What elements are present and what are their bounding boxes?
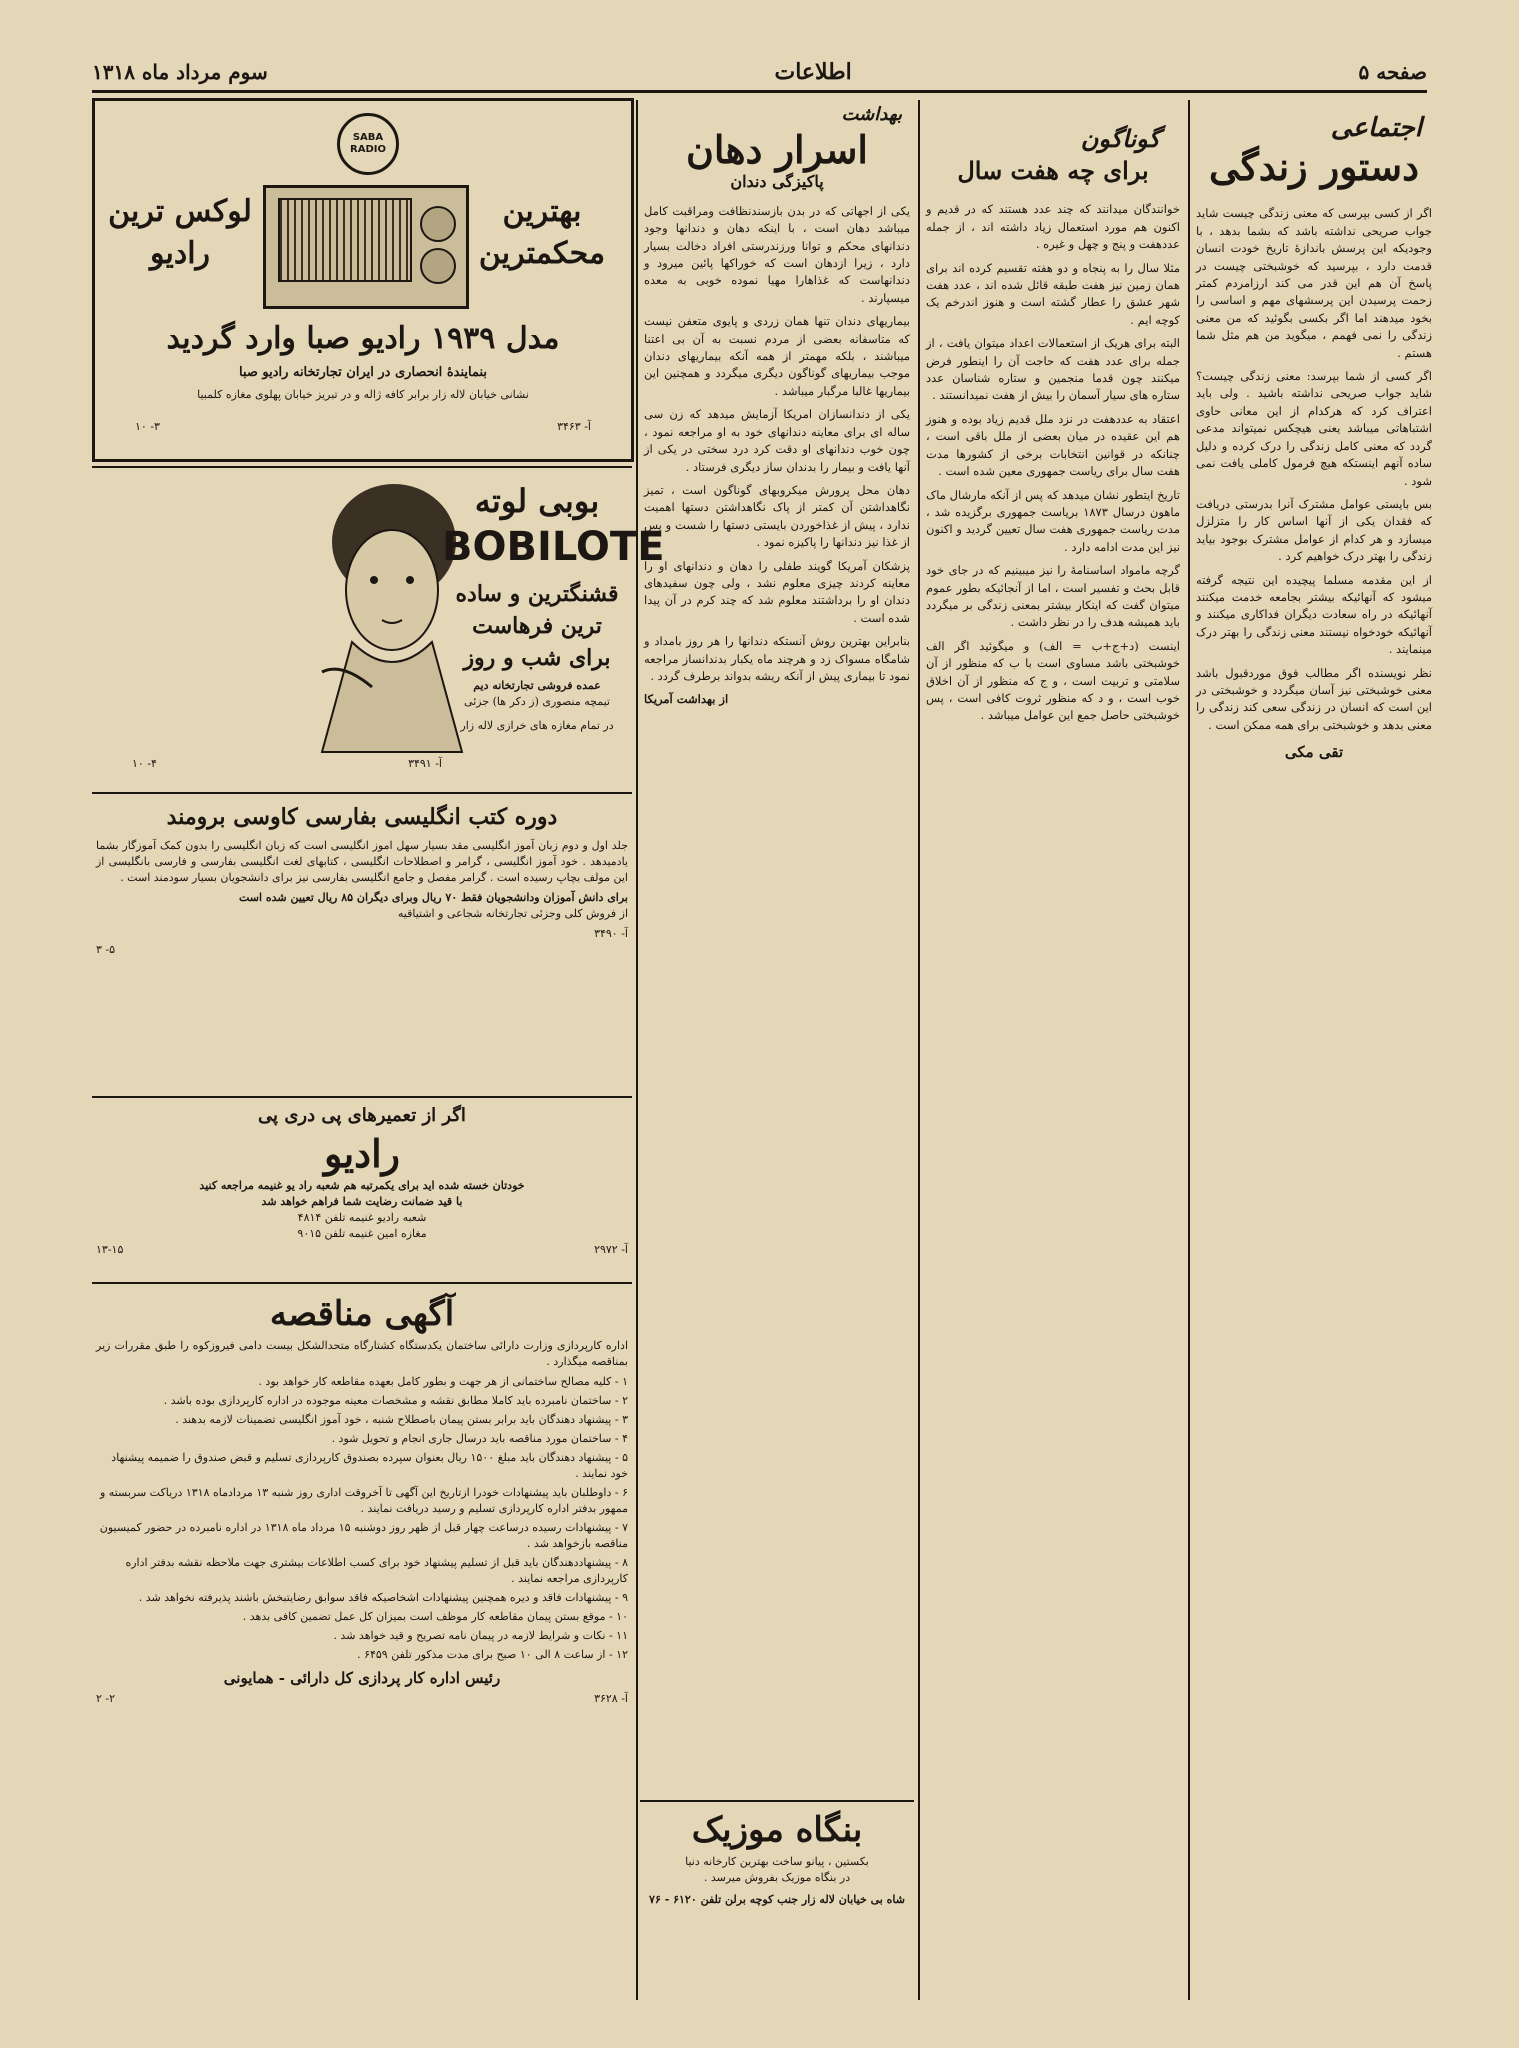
saba-right-line1: بهترین	[502, 194, 582, 229]
tender-intro: اداره کارپردازی وزارت دارائی ساختمان یکدستگاه کشتارگاه متحدالشکل بیست دامی فیروزکوه را طبق مقررات زیر بمناقصه میگذارد .	[96, 1339, 628, 1368]
headline-health: اسرار دهان	[686, 127, 868, 173]
tender-top-rule	[92, 1282, 632, 1284]
music-ad-line2: در بنگاه موزیک بفروش میرسد .	[703, 1871, 851, 1884]
books-code2: ۵- ۳	[96, 943, 116, 956]
bobilote-line2: ترین فرهاست	[472, 613, 602, 639]
saba-logo-badge: SABA RADIO	[337, 113, 399, 175]
column-health	[644, 100, 910, 1790]
header-page-number: صفحه ۵	[1358, 60, 1427, 84]
repair-line3: با قید ضمانت رضایت شما فراهم خواهد شد	[261, 1195, 463, 1208]
radio-grille	[278, 198, 412, 282]
books-title: دوره کتب انگلیسی بفارسی کاوسی برومند	[166, 804, 558, 830]
saba-address-line: نشانی خیابان لاله زار برابر کافه ژاله و در تبریز خیابان پهلوی مغازه کلمبیا	[197, 388, 529, 401]
bobilote-line1: قشنگترین و ساده	[455, 581, 619, 607]
tender-item-9: ۹ - پیشنهادات فاقد و دیره همچنین پیشنهادات اشخاصیکه فاقد سوابق رضایتبخش باشند پذیرفته نخواهد شد .	[138, 1591, 628, 1604]
column-misc	[926, 100, 1180, 2000]
headline-misc: برای چه هفت سال	[957, 156, 1149, 186]
ad-books	[96, 800, 628, 1090]
saba-model-line: مدل ۱۹۳۹ رادیو صبا وارد گردید	[166, 321, 560, 356]
subheadline-health: پاکیزگی دندان	[730, 172, 824, 192]
books-code: آ- ۳۴۹۰	[594, 927, 628, 940]
column-rule-3	[636, 100, 638, 2000]
saba-agent-line: بنمایندهٔ انحصاری در ایران تجارتخانه رادیو صبا	[238, 365, 488, 380]
social-paragraph-2: اگر کسی از شما بپرسد: معنی زندگی چیست؟ شاید جواب صریحی نداشته باشید . ولی باید اعتراف کرد که هرکدام از این معانی حاوی اشتباهاتی میباشد یعنی هیچکس نمیتواند مدعی گردد که معنی کامل زندگی را درک کرده و دلیل ساده آنهم اینستکه هیچ فرمول کاملی یافت نمی شود .	[1196, 369, 1432, 488]
ad-music	[644, 1806, 910, 1946]
radio-set-image	[263, 185, 469, 309]
books-top-rule	[92, 792, 632, 794]
tender-item-11: ۱۱ - نکات و شرایط لازمه در پیمان نامه تصریح و قید خواهد شد .	[333, 1629, 628, 1642]
bobilote-latin-name: BOBILOTE	[442, 524, 665, 570]
tender-codes	[96, 1691, 628, 1707]
misc-paragraph-2: مثلا سال را به پنجاه و دو هفته تقسیم کرده اند برای همان زمین نیز هفت طبقه قائل شده اند ، عدد هفت شهر عشق را عطار گشته است و هنوز اندرخم یک کوچه ایم .	[926, 260, 1180, 327]
tender-item-5: ۵ - پیشنهاد دهندگان باید مبلغ ۱۵۰۰ ریال بعنوان سپرده بصندوق کارپردازی تسلیم و قبض صندوق را ضمیمه پیشنهاد خود نمایند .	[111, 1451, 628, 1480]
saba-code: آ- ۳۴۶۳	[557, 420, 591, 433]
music-ad-rule	[640, 1800, 914, 1802]
header-paper-name: اطلاعات	[774, 59, 852, 85]
tender-signature: رئیس اداره کار پردازی کل دارائی - همایونی	[223, 1669, 501, 1687]
books-price: برای دانش آموزان ودانشجویان فقط ۷۰ ریال وبرای دیگران ۸۵ ریال تعیین شده است	[238, 891, 628, 904]
music-ad-title: بنگاه موزیک	[691, 1810, 863, 1850]
bobilote-dist2: تیمچه منصوری (ز دکر ها) جزئی	[464, 695, 610, 708]
health-paragraph-1: یکی از اجهاتی که در بدن بازسندنظافت ومراقبت کامل میباشد دهان است ، با اینکه دهان و دندانها وجود دندانهای محکم و توانا ورزندرستی افراد دخالت بسیار دارد ، زیرا ازدهان است که خوراکها پائین میرود و دندانهاست که غذاهارا مهیا نموده خوبی به معده میسپارند .	[644, 203, 910, 305]
social-paragraph-5: نظر نویسنده اگر مطالب فوق موردقبول باشد معنی خوشبختی نیز آسان میگردد و خوشبختی در این است که انسان در زندگی سعی کند زندگی را معنی بدهد و خوشبختی برای همه ممکن است .	[1196, 665, 1432, 732]
tender-item-1: ۱ - کلیه مصالح ساختمانی از هر جهت و بطور کامل بعهده مقاطعه کار خواهد بود .	[258, 1375, 628, 1388]
repair-branch1: شعبه رادیو غنیمه تلفن ۴۸۱۴	[297, 1211, 427, 1224]
ad-radio-repair	[96, 1102, 628, 1274]
health-paragraph-4: دهان محل پرورش میکروبهای گوناگون است ، تمیز نگاهداشتن آن کمتر از پاک نگاهداشتن دستها اهمیت ندارد ، پیش از غذاخوردن بایستی دستها را شست و پس از غذا نیز دندانها را پاکیزه نمود .	[644, 482, 910, 550]
ad-tender	[96, 1290, 628, 1990]
tender-item-6: ۶ - داوطلبان باید پیشنهادات خودرا ازتاریخ این آگهی تا آخروقت اداری روز شنبه ۱۳ مردادماه ۱۳۱۸ دریاکت سربسته و ممهور بدفتر اداره کارپردازی تسلیم و رسید دریافت نمایند .	[100, 1486, 628, 1515]
bobilote-persian-name: بوبی لوته	[474, 482, 600, 520]
bobilote-code2: ۴- ۱۰	[132, 757, 157, 770]
section-label-social: اجتماعی	[1330, 113, 1422, 143]
social-paragraph-1: اگر از کسی بپرسی که معنی زندگی چیست شاید جواب صریحی نداشته باشد که بشما بدهد ، با وجودیکه این پرسش باندازهٔ تاریخ خودت انسان قدمت دارد ، بپرسید که خوشبختی چیست در پاسخ آن هم این قدر می کند ارزامردم کمتر زحمت پرسیدن این پرسشهای مهم و اساسی را بخود میدهند اما اگر بکسی بگوئید که من معنی زندگی را نمی فهمم ، میگوید من هم مثل شما هستم .	[1196, 206, 1432, 360]
saba-right-line2: محکمترین	[478, 236, 606, 271]
tender-title: آگهی مناقصه	[269, 1294, 455, 1334]
headline-social: دستور زندگی	[1208, 144, 1420, 190]
health-credit: از بهداشت آمریکا	[644, 692, 729, 707]
social-author: تقی مکی	[1284, 743, 1344, 762]
music-ad-line1: بکستین ، پیانو ساخت بهترین کارخانه دنیا	[685, 1855, 869, 1868]
misc-paragraph-3: البته برای هریک از استعمالات اعداد میتوان یافت ، از جمله برای عدد هفت که حاجت آن را اینطور فرض میکنند چون قدما منجمین و ستاره شناسان عدد ستاره های سیار آسمان را بیش از هفت نمیدانستند .	[926, 336, 1180, 403]
misc-paragraph-7: اینست (د+ج+ب = الف) و میگوئید اگر الف خوشبختی باشد مساوی است با ب که منظور از آن سلامتی و تربیت است ، و ج که منظور از آن اخلاق خوب است ، و د که منظور ثروت کافی است ، پس خوشبختی حاصل جمع این عوامل میباشد .	[926, 638, 1180, 723]
repair-code: آ- ۲۹۷۲	[594, 1243, 628, 1256]
column-rule-2	[918, 100, 920, 2000]
tender-item-3: ۳ - پیشنهاد دهندگان باید برابر بستن پیمان باصطلاح شنبه ، خود آموز انگلیسی تضمینات لازمه بدهند .	[175, 1413, 628, 1426]
books-sale: از فروش کلی وجزئی تجارتخانه شجاعی و اشتیاقیه	[397, 907, 628, 920]
header-date: سوم مرداد ماه ۱۳۱۸	[92, 60, 268, 84]
radio-knob-icon	[420, 248, 456, 284]
tender-item-10: ۱۰ - موقع بستن پیمان مقاطعه کار موظف است بمیزان کل عمل تضمین کافی بدهد .	[242, 1610, 628, 1623]
tender-item-2: ۲ - ساختمان نامبرده باید کاملا مطابق نقشه و مشخصات معینه موجوده در اداره کارپردازی بوده باشد .	[163, 1394, 628, 1407]
misc-paragraph-1: خوانندگان میدانند که چند عدد هستند که در قدیم و اکنون هم مورد استعمال زیاد داشته اند ، از جمله عددهفت و پنج و چهل و غیره .	[926, 202, 1180, 252]
misc-paragraph-5: تاریخ ایتطور نشان میدهد که پس از آنکه مارشال ماک ماهون درسال ۱۸۷۳ بریاست جمهوری برگزیده شد ، مدت ریاست جمهوری هفت سال تعیین گردید و اکنون نیز این مدت ادامه دارد .	[926, 487, 1180, 554]
tender-item-4: ۴ - ساختمان مورد مناقصه باید درسال جاری انجام و تحویل شود .	[331, 1432, 628, 1445]
repair-title: رادیو	[323, 1131, 401, 1176]
music-ad-address: شاه بی خیابان لاله زار جنب کوچه برلن تلفن ۶۱۲۰ - ۷۶	[649, 1893, 905, 1906]
health-paragraph-6: بنابراین بهترین روش آنستکه دندانها را هر روز بامداد و شامگاه مسواک زد و هرچند ماه یکبار بدندانساز مراجعه نمود تا بیماری پیش از آنکه ریشه بدواند برطرف گردد .	[644, 634, 910, 683]
bobilote-dist: عمده فروشی تجارتخانه دیم	[473, 679, 601, 692]
misc-paragraph-4: اعتقاد به عددهفت در نزد ملل قدیم زیاد بوده و هنوز هم این عقیده در میان بعضی از ملل باقی است ، چنانکه در قوانین انتخابات برخی از کشورها مدت هفت سال برای ریاست جمهوری معین شده است .	[926, 411, 1180, 479]
page-header	[92, 58, 1427, 86]
radio-knob-icon	[420, 206, 456, 242]
bobilote-line3: برای شب و روز	[463, 645, 611, 671]
ad-saba-radio	[92, 98, 634, 462]
saba-left-text	[105, 191, 255, 275]
repair-top-rule	[92, 1096, 632, 1098]
health-paragraph-2: بیماریهای دندان تنها همان زردی و پایوی متعفن نیست که متاسفانه بعضی از مردم نسبت به آن بی اعتنا میباشند ، بلکه مهمتر از همه آنکه بیماریهای دندان موجب بیماریهای گوناگون دیگری میگردد و همچنین این بیماریها غالبا مرگبار میباشد .	[644, 314, 910, 398]
column-social	[1196, 100, 1432, 2000]
bobilote-stores: در تمام مغازه های خرازی لاله زار	[460, 719, 614, 732]
saba-code2: ۳- ۱۰	[135, 420, 160, 433]
section-label-misc: گوناگون	[1080, 124, 1160, 153]
repair-branch2: مغازه امین غنیمه تلفن ۹۰۱۵	[297, 1227, 427, 1240]
tender-code: آ- ۳۶۲۸	[594, 1692, 628, 1705]
books-body: جلد اول و دوم زبان آموز انگلیسی مقد بسیار سهل اموز انگلیسی است که زبان انگلیسی را بدون کمک آموزگار بشما یادمیدهد . خود آموز انگلیسی ، گرامر و اصطلاحات انگلیسی ، کتابهای لغت انگلیسی بفارسی و فارسی بانگلیسی از این مولف بچاپ رسیده است . گرامر مفصل و جامع انگلیسی بفارسی نیز برای دانشجویان بسیار سودمند است .	[96, 839, 628, 884]
social-paragraph-3: بس بایستی عوامل مشترک آنرا بدرستی دریافت که فقدان یکی از آنها اساس کار را متزلزل میسازد و هر کدام از عوامل مشترک بوجود بیاید زندگی را بهتر درک خواهیم کرد .	[1196, 496, 1432, 564]
repair-line1: اگر از تعمیرهای پی دری پی	[258, 1105, 466, 1126]
column-rule-1	[1188, 100, 1190, 2000]
bobilote-code: آ- ۳۴۹۱	[408, 757, 442, 770]
health-paragraph-3: یکی از دندانسازان امریکا آزمایش میدهد که زن سی ساله ای برای معاینه دندانهای خود به او مراجعه نمود ، چون خوب دندانهای او دقت کرد درد سختی در یکی از آنها یافت و بیمار را بدندان ساز دیگری فرستاد .	[644, 407, 910, 474]
saba-right-text	[467, 191, 617, 275]
repair-codes	[96, 1242, 628, 1258]
tender-code2: ۲- ۲	[96, 1692, 116, 1705]
bobilote-text	[442, 480, 665, 734]
section-label-health: بهداشت	[841, 104, 902, 125]
header-rule	[92, 90, 1427, 93]
social-paragraph-4: از این مقدمه مسلما پیچیده این نتیجه گرفته میشود که آنهائیکه بیشتر بجامعه خدمت میکنند آنهائیکه در راه سعادت دیگران فداکاری میکنند و آنهائیکه خودخواه نیستند معنی زندگی را بهتر درک مینمایند .	[1196, 572, 1432, 657]
saba-left-line2: رادیو	[149, 236, 211, 271]
health-paragraph-5: پزشکان آمریکا گویند طفلی را دهان و دندانهای او را معاینه کردند چیزی معلوم نشد ، ولی چون سفیدهای دندان او را برداشتند معلوم شد که چند کرم در آن پیدا شده است .	[644, 558, 910, 625]
saba-left-line1: لوکس ترین	[108, 194, 252, 229]
bobilote-top-rule	[92, 466, 632, 468]
misc-paragraph-6: گرچه مامواد اساسنامهٔ را نیز میبینیم که در جای خود قابل بحث و تفسیر است ، اما از آنجائیکه بطور عموم میتوان گفت که اینکار بیشتر بمعنی زندگی بر میگردد باید همیشه هدف را در نظر داشت .	[926, 563, 1180, 630]
tender-item-12: ۱۲ - از ساعت ۸ الی ۱۰ صبح برای مدت مذکور تلفن ۶۴۵۹ .	[357, 1648, 628, 1661]
ad-bobilote	[92, 472, 665, 782]
repair-code2: ۱۳-۱۵	[96, 1243, 124, 1256]
tender-item-8: ۸ - پیشنهاددهندگان باید قبل از تسلیم پیشنهاد خود برای کسب اطلاعات بیشتری جهت ملاحظه نقشه بدفتر اداره کارپردازی مراجعه نمایند .	[125, 1556, 628, 1585]
tender-item-7: ۷ - پیشنهادات رسیده درساعت چهار قبل از ظهر روز دوشنبه ۱۵ مرداد ماه ۱۳۱۸ در اداره نامبرده در حضور کمیسیون مناقصه بازخواهد شد .	[99, 1521, 628, 1550]
repair-line2: خودتان خسته شده اید برای یکمرتبه هم شعبه راد یو غنیمه مراجعه کنید	[199, 1179, 525, 1192]
